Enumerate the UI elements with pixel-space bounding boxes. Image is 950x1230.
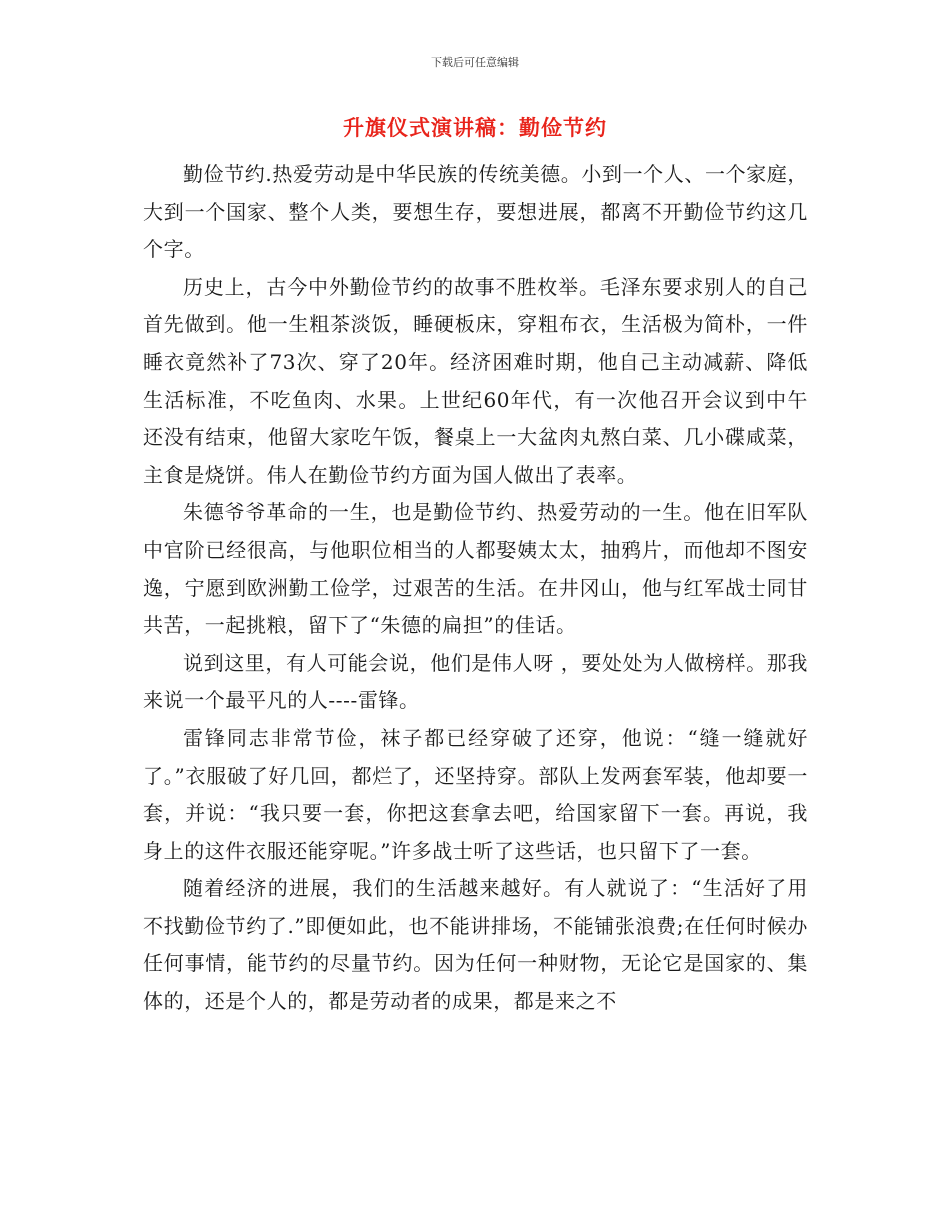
paragraph: 雷锋同志非常节俭，袜子都已经穿破了还穿，他说：“缝一缝就好了。”衣服破了好几回，都烂了，还坚持穿。部队上发两套军装，他却要一套，并说：“我只要一套，你把这套拿去吧，给国家留下一套。再说，我身上的这件衣服还能穿呢。”许多战士听了这些话，也只留下了一套。 <box>143 725 808 863</box>
paragraph: 勤俭节约.热爱劳动是中华民族的传统美德。小到一个人、一个家庭，大到一个国家、整个人类，要想生存，要想进展，都离不开勤俭节约这几个字。 <box>143 162 808 262</box>
document-body <box>143 156 808 1021</box>
header-note: 下载后可任意编辑 <box>431 56 519 69</box>
paragraph: 说到这里，有人可能会说，他们是伟人呀 ，要处处为人做榜样。那我来说一个最平凡的人----雷锋。 <box>143 650 808 713</box>
paragraph: 随着经济的进展，我们的生活越来越好。有人就说了：“生活好了用不找勤俭节约了.”即便如此，也不能讲排场，不能铺张浪费;在任何时候办任何事情，能节约的尽量节约。因为任何一种财物，无论它是国家的、集体的，还是个人的，都是劳动者的成果，都是来之不 <box>143 876 808 1014</box>
paragraph: 朱德爷爷革命的一生，也是勤俭节约、热爱劳动的一生。他在旧军队中官阶已经很高，与他职位相当的人都娶姨太太，抽鸦片，而他却不图安逸，宁愿到欧洲勤工俭学，过艰苦的生活。在井冈山，他与红军战士同甘共苦，一起挑粮，留下了“朱德的扁担”的佳话。 <box>143 500 808 638</box>
document-title: 升旗仪式演讲稿：勤俭节约 <box>343 116 607 140</box>
paragraph: 历史上，古今中外勤俭节约的故事不胜枚举。毛泽东要求别人的自己首先做到。他一生粗茶淡饭，睡硬板床，穿粗布衣，生活极为简朴，一件睡衣竟然补了73次、穿了20年。经济困难时期，他自己主动减薪、降低生活标准，不吃鱼肉、水果。上世纪60年代，有一次他召开会议到中午还没有结束，他留大家吃午饭，餐桌上一大盆肉丸熬白菜、几小碟咸菜，主食是烧饼。伟人在勤俭节约方面为国人做出了表率。 <box>143 274 808 487</box>
